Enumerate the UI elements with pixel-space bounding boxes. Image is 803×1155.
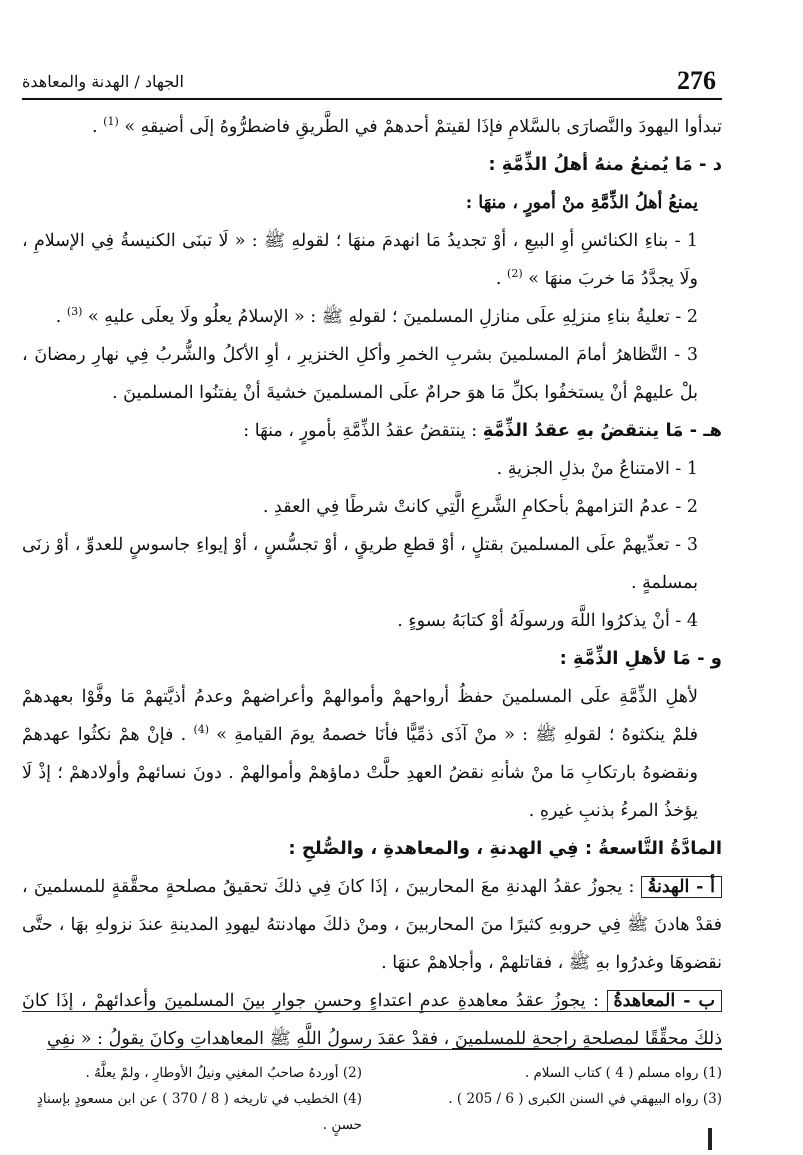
term-label: أ - الهدنةُ xyxy=(641,876,722,898)
scan-mark xyxy=(708,1128,712,1150)
footnote: (3) رواه البيهقي في السنن الكبرى ( 6 / 205 ) . xyxy=(448,1091,722,1107)
paragraph xyxy=(22,868,722,982)
page-header xyxy=(22,64,722,100)
list-item: 3 - التَّظاهرُ أمامَ المسلمينَ بشربِ الخمرِ وأكلِ الخنزيرِ ، أوِ الأكلُ والشُّربُ فِي نهارِ رمضانَ ، بلْ عليهمْ أنْ يستخفُوا بكلِّ مَا هوَ حرامٌ علَى المسلمينَ خشيةَ أنْ يفتنُوا المسلمينَ . xyxy=(22,345,698,403)
list-item xyxy=(22,298,722,336)
running-title: الجهاد / الهدنة والمعاهدة xyxy=(22,72,184,91)
footnote-ref[interactable]: (1) xyxy=(103,115,119,129)
paragraph-text: لأهلِ الذِّمَّةِ علَى المسلمينَ حفظُ أرواحهمْ وأموالهمْ وأعراضهمْ وعدمُ أذيَّتهمْ مَا وفَّوْا بعهدهمْ فلمْ ينكثوهُ ؛ لقولهِ ﷺ : « منْ آذَى ذمِّيًّا فأنَا خصمهُ يومَ القيامةِ » xyxy=(22,687,698,745)
list-item: 2 - عدمُ التزامهمْ بأحكامِ الشَّرعِ الَّتِي كانتْ شرطًا فِي العقدِ . xyxy=(262,497,698,517)
footnotes xyxy=(22,1060,722,1138)
footnote-divider xyxy=(452,1048,722,1049)
section-ha xyxy=(22,412,722,450)
paragraph-text: : يجوزُ عقدُ الهدنةِ معَ المحاربينَ ، إذَا كانَ فِي ذلكَ تحقيقُ مصلحةٍ محقَّقةٍ للمسلمينَ ، فقدْ هادنَ ﷺ فِي حروبهِ كثيرًا منَ المحاربينَ ، ومنْ ذلكَ مهادنتهُ ليهودِ المدينةِ عندَ نزولهِ بهَا ، حتَّى نقضوهَا وغدرُوا بهِ ﷺ ، فقاتلهمْ ، وأجلاهمْ عنهَا . xyxy=(22,877,722,973)
footnote-row xyxy=(22,1086,722,1138)
footnote-row xyxy=(22,1060,722,1086)
term-label: ب - المعاهدةُ xyxy=(607,990,722,1012)
paragraph xyxy=(22,678,722,830)
section-intro: : ينتقضُ عقدُ الذِّمَّةِ بأمورٍ ، منهَا : xyxy=(243,421,483,441)
list-item: 1 - الامتناعُ منْ بذلِ الجزيةِ . xyxy=(496,459,698,479)
page-body xyxy=(22,108,722,1058)
footnote-ref[interactable]: (3) xyxy=(66,305,83,319)
footnote-ref[interactable]: (4) xyxy=(193,723,210,737)
page xyxy=(22,0,722,1155)
paragraph-text: . xyxy=(92,117,104,137)
section-heading-waw: و - مَا لأهلِ الذِّمَّةِ : xyxy=(559,648,722,669)
list-item xyxy=(22,222,722,298)
footnote: (2) أوردهُ صاحبُ المغنِي ونيلُ الأوطارِ ، ولمْ يعلَّهُ . xyxy=(85,1065,362,1081)
footnote: (1) رواه مسلم ( 4 ) كتاب السلام . xyxy=(524,1065,722,1081)
list-item-text: . xyxy=(55,307,67,327)
list-item-text: 2 - تعليةُ بناءِ منزلِهِ علَى منازلِ المسلمينَ ؛ لقولهِ ﷺ : « الإسلامُ يعلُو ولَا يعلَى عليهِ » xyxy=(82,307,698,327)
paragraph xyxy=(22,108,722,146)
footnote-ref[interactable]: (2) xyxy=(507,267,523,281)
paragraph xyxy=(22,982,722,1058)
paragraph-text: : يجوزُ عقدُ معاهدةِ عدمِ اعتداءٍ وحسنِ جوارٍ بينَ المسلمينَ وأعدائهمْ ، إذَا كانَ ذلكَ محقِّقًا لمصلحةٍ راجحةٍ للمسلمينَ ، فقدْ عقدَ رسولُ اللَّهِ ﷺ المعاهداتِ وكانَ يقولُ : « نفِي xyxy=(22,991,722,1049)
footnote: (4) الخطيب في تاريخه ( 8 / 370 ) عن ابن مسعودٍ بإسنادٍ حسنٍ . xyxy=(36,1091,362,1133)
section-intro: يمنعُ أهلُ الذِّمَّةِ منْ أمورٍ ، منهَا : xyxy=(465,193,698,213)
section-heading-dal: د - مَا يُمنعُ منهُ أهلُ الذِّمَّةِ : xyxy=(488,154,722,175)
list-item: 4 - أنْ يذكرُوا اللَّهَ ورسولَهُ أوْ كتابَهُ بسوءٍ . xyxy=(397,611,698,631)
paragraph-text: تبدأوا اليهودَ والنَّصارَى بالسَّلامِ فإذَا لقيتمْ أحدهمْ في الطَّريقِ فاضطرُّوهُ إلَى أضيقهِ » xyxy=(118,117,722,137)
paragraph-text: . فإنْ همْ نكثُوا عهدهمْ ونقضوهُ بارتكابِ مَا منْ شأنهِ نقضُ العهدِ حلَّتْ دماؤهمْ وأموالهمْ . دونَ نسائهمْ وأولادهمْ ؛ إذْ لَا يؤخذُ المرءُ بذنبِ غيرهِ . xyxy=(22,725,698,821)
article-heading: المادَّةُ التَّاسعةُ : فِي الهدنةِ ، والمعاهدةِ ، والصُّلحِ : xyxy=(288,838,722,859)
page-number: 276 xyxy=(677,66,716,95)
section-heading-ha: هـ - مَا ينتقضُ بهِ عقدُ الذِّمَّةِ xyxy=(482,420,722,441)
list-item-text: . xyxy=(495,269,508,289)
list-item-text: 1 - بناءِ الكنائسِ أوِ البيعِ ، أوْ تجديدُ مَا انهدمَ منهَا ؛ لقولهِ ﷺ : « لَا تبنَى الكنيسةُ فِي الإسلامِ ، ولَا يجدَّدُ مَا خربَ منهَا » xyxy=(22,231,698,289)
list-item: 3 - تعدِّيهمْ علَى المسلمينَ بقتلٍ ، أوْ قطعِ طريقٍ ، أوْ تجسُّسٍ ، أوْ إيواءِ جاسوسٍ للعدوِّ ، أوْ زنَى بمسلمةٍ . xyxy=(22,535,698,593)
